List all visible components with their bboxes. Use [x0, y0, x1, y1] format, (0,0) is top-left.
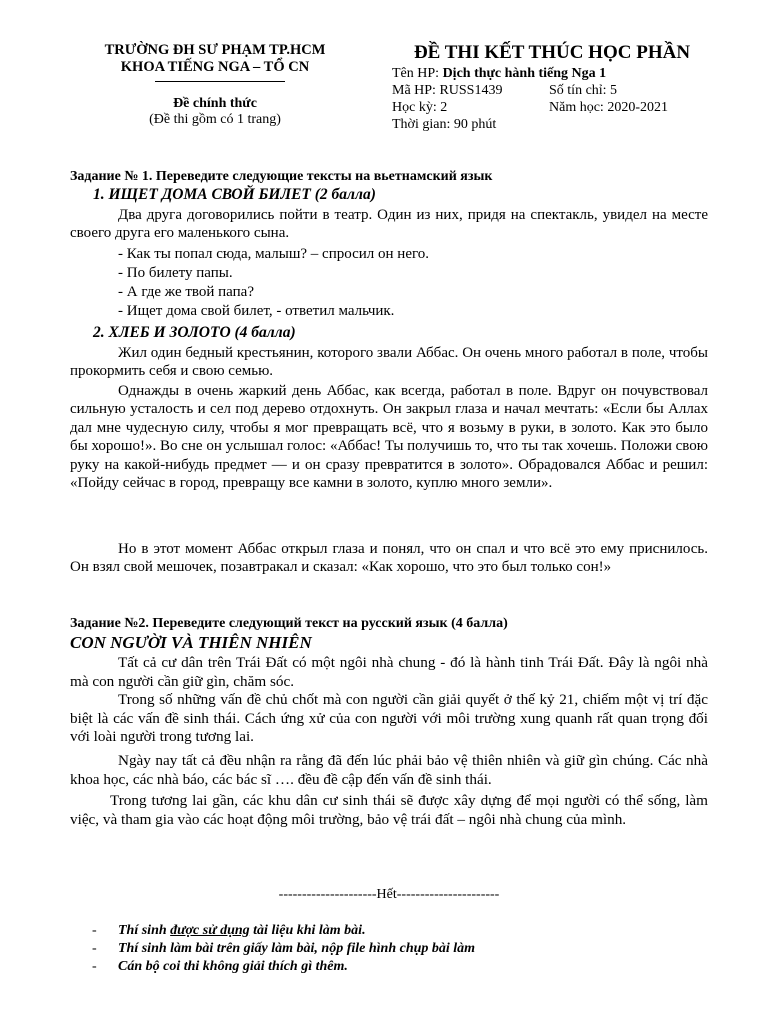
text2-paragraph-3: Но в этот момент Аббас открыл глаза и понял, что он спал и что всё это ему приснилось. Он взял свой мешочек, позавтракал и сказал: «Как хорошо, что это был только сон!»: [70, 541, 708, 576]
note-dash: -: [92, 923, 97, 938]
pages-note: (Đề thi gồm có 1 trang): [149, 112, 281, 127]
dialogue-line-1: - Как ты попал сюда, малыш? – спросил он него.: [118, 246, 430, 262]
dialogue-line-4: - Ищет дома свой билет, - ответил мальчик.: [118, 303, 395, 319]
credits: Số tín chỉ: 5: [549, 83, 618, 98]
school-year: Năm học: 2020-2021: [549, 100, 668, 115]
exam-title: ĐỀ THI KẾT THÚC HỌC PHẦN: [413, 42, 691, 63]
end-marker: ---------------------Hết----------------------: [278, 887, 500, 902]
semester: Học kỳ: 2: [392, 100, 448, 115]
exam-time: Thời gian: 90 phút: [392, 117, 497, 132]
header-divider: [155, 81, 285, 82]
text2-title: 2. ХЛЕБ И ЗОЛОТО (4 балла): [93, 324, 296, 341]
note-1-part-a: Thí sinh: [118, 923, 171, 938]
text2-paragraph-2: Однажды в очень жаркий день Аббас, как всегда, работал в поле. Вдруг он почувствовал сильную усталость и сел под дерево отдохнуть. Он закрыл глаза и начал мечтать: «Если бы Аллах дал мне чудесную силу, чтобы я мог превращать всё, что я возьму в руки, в золото. Как это было бы хорошо!». Во сне он услышал голос: «Аббас! Ты получишь то, что ты так хочешь. Положи свою руку на какой-нибудь предмет — и он сразу превратится в золото». Обрадовался Аббас и решил: «Пойду сейчас в город, превращу все камни в золото, куплю много земли».: [70, 383, 708, 492]
note-3: [92, 958, 348, 976]
note-dash: -: [92, 959, 97, 974]
official-label: [60, 96, 370, 128]
task2-paragraph-4: Trong tương lai gần, các khu dân cư sinh thái sẽ được xây dựng để mọi người có thể sống, làm việc, và tham gia vào các hoạt động môi trường, bảo vệ trái đất – ngôi nhà chung của mình.: [70, 792, 708, 828]
text2-paragraph-1: Жил один бедный крестьянин, которого звали Аббас. Он очень много работал в поле, чтобы прокормить себя и свою семью.: [70, 345, 708, 380]
text1-paragraph: Два друга договорились пойти в театр. Один из них, придя на спектакль, увидел на месте своего друга его маленького сына.: [70, 207, 708, 242]
task2-title: CON NGƯỜI VÀ THIÊN NHIÊN: [70, 633, 312, 652]
note-dash: -: [92, 941, 97, 956]
dialogue-line-3: - А где же твой папа?: [118, 284, 254, 300]
text1-title: 1. ИЩЕТ ДОМА СВОЙ БИЛЕТ (2 балла): [93, 186, 376, 203]
note-2-text: Thí sinh làm bài trên giấy làm bài, nộp file hình chụp bài làm: [118, 941, 476, 956]
school-name: [60, 42, 370, 76]
note-1-part-c: tài liệu khi làm bài.: [249, 923, 366, 938]
task2-paragraph-1: Tất cả cư dân trên Trái Đất có một ngôi nhà chung - đó là hành tinh Trái Đất. Đây là ngôi nhà mà con người cần giữ gìn, chăm sóc.: [70, 654, 708, 690]
task2-heading: Задание №2. Переведите следующий текст на русский язык (4 балла): [70, 616, 508, 631]
note-1: [92, 922, 366, 940]
official-text: Đề chính thức: [173, 96, 257, 111]
course-name-value: Dịch thực hành tiếng Nga 1: [442, 66, 607, 81]
school-line-2: KHOA TIẾNG NGA – TỔ CN: [120, 59, 310, 75]
course-name: [392, 65, 606, 82]
school-line-1: TRƯỜNG ĐH SƯ PHẠM TP.HCM: [104, 42, 326, 58]
note-1-part-b: được sử dụng: [170, 923, 250, 938]
dialogue-line-2: - По билету папы.: [118, 265, 233, 281]
course-name-label: Tên HP:: [392, 66, 443, 81]
course-code: Mã HP: RUSS1439: [392, 83, 503, 98]
note-2: [92, 940, 475, 958]
task2-paragraph-2: Trong số những vấn đề chủ chốt mà con người cần giải quyết ở thế kỷ 21, chiếm một vị trí đặc biệt là các vấn đề sinh thái. Cách ứng xử của con người với môi trường xung quanh rất quan trọng đối với loài người trong tương lai.: [70, 691, 708, 746]
note-3-text: Cán bộ coi thi không giải thích gì thêm.: [118, 959, 348, 974]
task1-heading: Задание № 1. Переведите следующие тексты на вьетнамский язык: [70, 169, 493, 184]
task2-paragraph-3: Ngày nay tất cả đều nhận ra rằng đã đến lúc phải bảo vệ thiên nhiên và giữ gìn chúng. Các nhà khoa học, các nhà báo, các bác sĩ …. đều đề cập đến vấn đề sinh thái.: [70, 752, 708, 788]
